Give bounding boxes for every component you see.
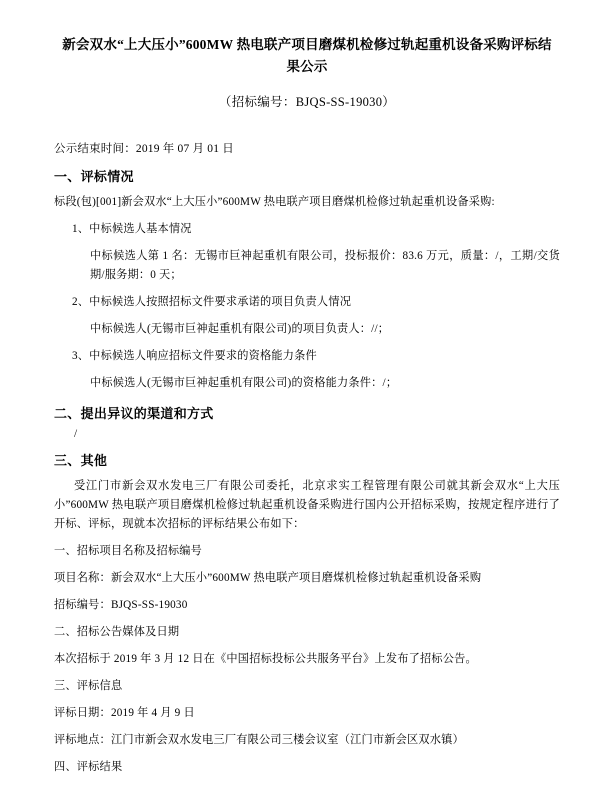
section-heading-1: 一、评标情况 <box>54 169 134 184</box>
section-heading-3: 三、其他 <box>54 453 108 468</box>
tender-number-subtitle: （招标编号：BJQS-SS-19030） <box>218 95 396 109</box>
section-3-paragraph-7: 三、评标信息 <box>54 680 123 692</box>
section-heading-2: 二、提出异议的渠道和方式 <box>54 406 214 421</box>
section-1-paragraph-7: 中标候选人(无锡市巨神起重机有限公司)的资格能力条件：/； <box>90 377 398 389</box>
section-3-paragraph-6: 本次招标于 2019 年 3 月 12 日在《中国招标投标公共服务平台》上发布了招标公告。 <box>54 653 477 665</box>
section-3-paragraph-3: 项目名称：新会双水“上大压小”600MW 热电联产项目磨煤机检修过轨起重机设备采购 <box>54 572 482 584</box>
section-1-paragraph-5: 中标候选人(无锡市巨神起重机有限公司)的项目负责人：//； <box>90 323 390 335</box>
section-2-paragraph-1: / <box>74 428 78 440</box>
section-3-paragraph-1: 受江门市新会双水发电三厂有限公司委托，北京求实工程管理有限公司就其新会双水“上大压小”600MW 热电联产项目磨煤机检修过轨起重机设备采购进行国内公开招标采购，按规定程序进行了开标、评标，现就本次招标的评标结果公布如下： <box>54 480 560 530</box>
page-title: 新会双水“上大压小”600MW 热电联产项目磨煤机检修过轨起重机设备采购评标结果公示 <box>62 37 552 74</box>
section-1-paragraph-1: 标段(包)[001]新会双水“上大压小”600MW 热电联产项目磨煤机检修过轨起重机设备采购: <box>54 196 495 208</box>
section-1-paragraph-6: 3、中标候选人响应招标文件要求的资格能力条件 <box>72 350 317 362</box>
publish-end-time: 公示结束时间：2019 年 07 月 01 日 <box>54 143 234 155</box>
section-3-paragraph-8: 评标日期：2019 年 4 月 9 日 <box>54 707 195 719</box>
section-1-paragraph-3: 中标候选人第 1 名：无锡市巨神起重机有限公司，投标报价：83.6 万元，质量：/，工期/交货期/服务期：0 天； <box>90 250 560 281</box>
section-3-paragraph-10: 四、评标结果 <box>54 761 123 773</box>
section-1-paragraph-4: 2、中标候选人按照招标文件要求承诺的项目负责人情况 <box>72 296 352 308</box>
section-3-paragraph-9: 评标地点：江门市新会双水发电三厂有限公司三楼会议室（江门市新会区双水镇） <box>54 734 464 746</box>
section-3-paragraph-5: 二、招标公告媒体及日期 <box>54 626 180 638</box>
section-1-paragraph-2: 1、中标候选人基本情况 <box>72 223 192 235</box>
section-3-paragraph-2: 一、招标项目名称及招标编号 <box>54 545 203 557</box>
section-3-paragraph-4: 招标编号：BJQS-SS-19030 <box>54 599 188 611</box>
